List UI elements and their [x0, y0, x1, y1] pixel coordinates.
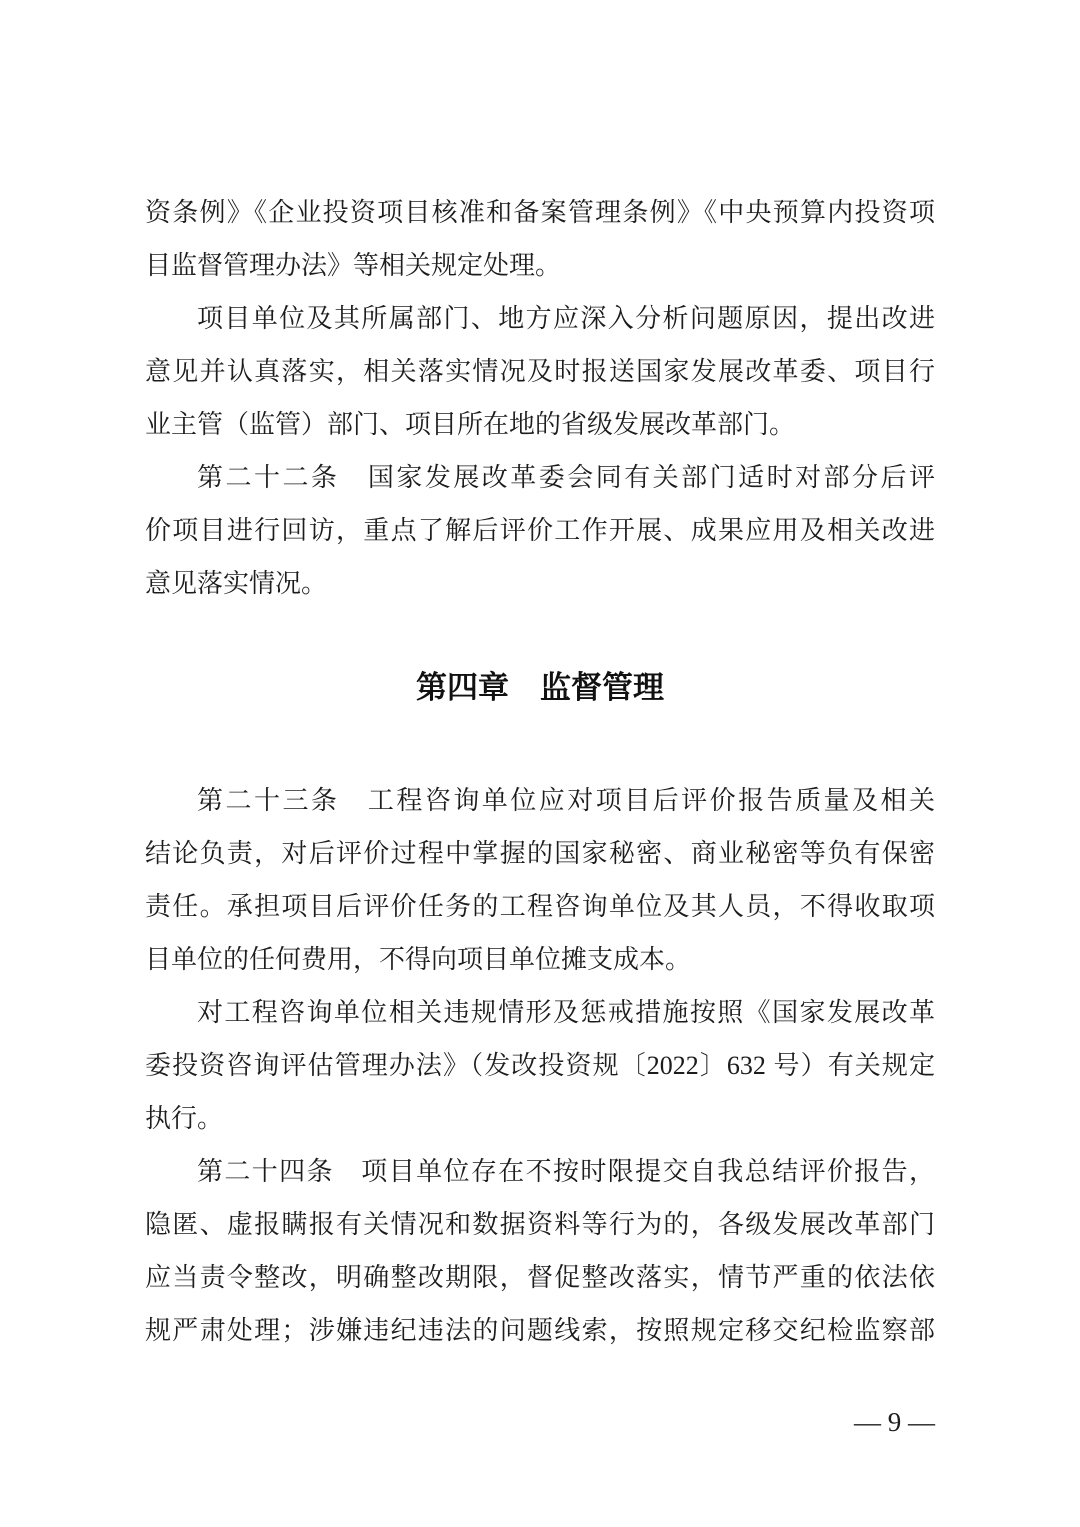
document-body — [145, 186, 935, 1442]
body-text-line: 应当责令整改，明确整改期限，督促整改落实，情节严重的依法依 — [145, 1263, 935, 1292]
body-text-line: 意见并认真落实，相关落实情况及时报送国家发展改革委、项目行 — [145, 357, 935, 386]
body-text-line: 项目单位及其所属部门、地方应深入分析问题原因，提出改进 — [197, 304, 935, 333]
body-text-line: 隐匿、虚报瞒报有关情况和数据资料等行为的，各级发展改革部门 — [145, 1210, 935, 1239]
body-text-line: 目监督管理办法》等相关规定处理。 — [145, 251, 562, 280]
body-text-line: 对工程咨询单位相关违规情形及惩戒措施按照《国家发展改革 — [197, 998, 935, 1027]
body-text-line: 目单位的任何费用，不得向项目单位摊支成本。 — [145, 945, 692, 974]
body-text-line: 结论负责，对后评价过程中掌握的国家秘密、商业秘密等负有保密 — [145, 839, 935, 868]
body-text-line: 规严肃处理；涉嫌违纪违法的问题线索，按照规定移交纪检监察部 — [145, 1316, 935, 1345]
body-text-line: 第二十二条 国家发展改革委会同有关部门适时对部分后评 — [197, 463, 935, 492]
body-text-line: 执行。 — [145, 1104, 224, 1133]
body-text-line: 意见落实情况。 — [145, 569, 328, 598]
body-text-line: 责任。承担项目后评价任务的工程咨询单位及其人员，不得收取项 — [145, 892, 935, 921]
body-text-line: 业主管（监管）部门、项目所在地的省级发展改革部门。 — [145, 410, 796, 439]
chapter-heading: 第四章 监督管理 — [416, 670, 664, 705]
body-text-line: 第二十三条 工程咨询单位应对项目后评价报告质量及相关 — [197, 786, 935, 815]
body-text-line: 第二十四条 项目单位存在不按时限提交自我总结评价报告， — [197, 1157, 935, 1186]
body-text-line: 委投资咨询评估管理办法》（发改投资规〔2022〕632 号）有关规定 — [145, 1051, 935, 1080]
body-text-line: 价项目进行回访，重点了解后评价工作开展、成果应用及相关改进 — [145, 516, 935, 545]
page-number: — 9 — — [854, 1407, 935, 1437]
body-text-line: 资条例》《企业投资项目核准和备案管理条例》《中央预算内投资项 — [145, 198, 935, 227]
